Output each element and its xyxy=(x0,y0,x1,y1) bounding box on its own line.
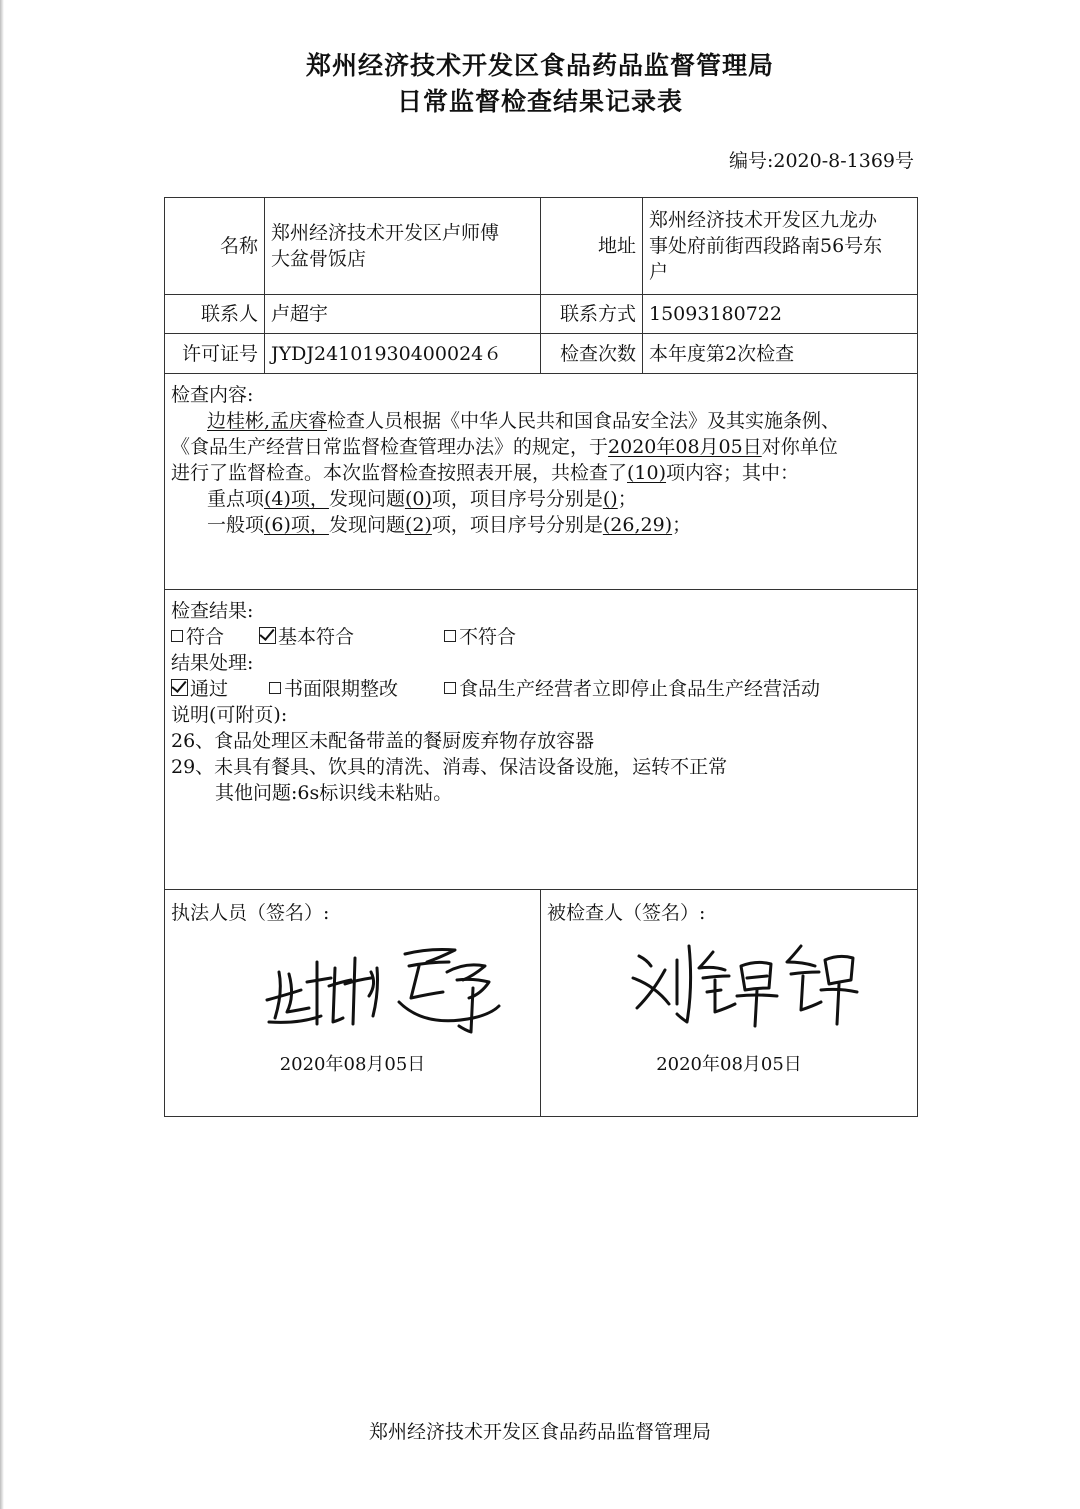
key-items-mid2: 项，项目序号分别是 xyxy=(431,488,603,510)
key-items-line xyxy=(171,486,911,512)
name-value xyxy=(265,198,541,295)
license-label: 许可证号 xyxy=(165,334,265,374)
content-line-2 xyxy=(171,434,911,460)
result-heading: 检查结果: xyxy=(171,600,254,622)
content-line-1-text: 检查人员根据《中华人民共和国食品安全法》及其实施条例、 xyxy=(327,410,841,432)
contact-value: 卢超宇 xyxy=(265,295,541,334)
address-value xyxy=(643,198,918,295)
address-label: 地址 xyxy=(541,198,643,295)
key-items-issues: (0) xyxy=(404,488,432,510)
option-stop-operation-label: 食品生产经营者立即停止食品生产经营活动 xyxy=(459,678,821,700)
row-inspection-content xyxy=(165,374,918,590)
title-line-1: 郑州经济技术开发区食品药品监督管理局 xyxy=(305,51,774,80)
content-line-3-post: 项内容；其中： xyxy=(666,462,800,484)
general-items-mid: 发现问题 xyxy=(328,514,405,536)
option-nonconform[interactable] xyxy=(444,624,516,650)
general-items-prefix: 一般项 xyxy=(207,514,265,536)
phone-value: 15093180722 xyxy=(643,295,918,334)
address-line-1: 郑州经济技术开发区九龙办 xyxy=(649,209,878,231)
key-items-end: ； xyxy=(617,488,637,510)
officer-handwritten-signature xyxy=(259,932,509,1042)
officer-signature-label: 执法人员（签名）: xyxy=(171,902,330,924)
license-value: JYDJ24101930400024６ xyxy=(265,334,541,374)
option-basic-conform[interactable] xyxy=(259,624,444,650)
phone-label: 联系方式 xyxy=(541,295,643,334)
total-items: (10) xyxy=(627,462,667,484)
inspected-signature-area xyxy=(547,926,911,1106)
unchecked-box-icon xyxy=(171,630,183,642)
note-3: 其他问题:6s标识线未粘贴。 xyxy=(215,782,453,804)
inspected-signature-label: 被检查人（签名）: xyxy=(547,902,706,924)
document-number: 编号:2020-8-1369号 xyxy=(728,150,914,172)
inspection-date: 2020年08月05日 xyxy=(608,436,762,458)
key-items-mid: 发现问题 xyxy=(328,488,405,510)
content-line-2-post: 对你单位 xyxy=(761,436,838,458)
title-line-2: 日常监督检查结果记录表 xyxy=(396,87,683,116)
note-1: 26、食品处理区未配备带盖的餐厨废弃物存放容器 xyxy=(171,730,595,752)
unchecked-box-icon xyxy=(444,630,456,642)
general-items-mid2: 项，项目序号分别是 xyxy=(431,514,603,536)
officer-signature-date: 2020年08月05日 xyxy=(279,1054,426,1075)
inspection-record-table xyxy=(164,197,918,1117)
content-line-3 xyxy=(171,460,911,486)
unchecked-box-icon xyxy=(444,682,456,694)
inspected-signature-date: 2020年08月05日 xyxy=(656,1054,802,1075)
address-line-2: 事处府前街西段路南56号东 xyxy=(649,235,883,257)
row-name-address xyxy=(165,198,918,295)
row-license xyxy=(165,334,918,374)
row-inspection-result xyxy=(165,590,918,890)
general-items-list: (26,29) xyxy=(602,514,673,536)
general-items-issues: (2) xyxy=(404,514,432,536)
footer-issuer: 郑州经济技术开发区食品药品监督管理局 xyxy=(368,1421,711,1443)
checked-box-icon xyxy=(171,679,188,696)
option-pass[interactable] xyxy=(171,676,269,702)
document-header xyxy=(0,48,1080,120)
handling-heading: 结果处理: xyxy=(171,652,254,674)
key-items-count: (4)项， xyxy=(264,488,329,510)
inspected-signature-cell xyxy=(541,890,918,1117)
key-items-prefix: 重点项 xyxy=(207,488,265,510)
contact-label: 联系人 xyxy=(165,295,265,334)
row-signatures xyxy=(165,890,918,1117)
handling-options xyxy=(171,676,911,702)
inspection-result-section xyxy=(165,590,918,890)
note-2: 29、未具有餐具、饮具的清洗、消毒、保洁设备设施，运转不正常 xyxy=(171,756,728,778)
inspect-count-label: 检查次数 xyxy=(541,334,643,374)
content-heading: 检查内容: xyxy=(171,384,254,406)
page-edge xyxy=(0,0,4,1509)
content-line-1 xyxy=(171,408,911,434)
inspected-handwritten-signature xyxy=(625,926,865,1036)
unchecked-box-icon xyxy=(269,682,281,694)
officer-signature-area xyxy=(171,926,534,1106)
option-nonconform-label: 不符合 xyxy=(459,626,517,648)
checked-box-icon xyxy=(259,627,276,644)
option-conform[interactable] xyxy=(171,624,259,650)
name-label: 名称 xyxy=(165,198,265,295)
option-written-rectify[interactable] xyxy=(269,676,444,702)
general-items-end: ； xyxy=(672,514,692,536)
option-stop-operation[interactable] xyxy=(444,676,820,702)
row-contact xyxy=(165,295,918,334)
general-items-line xyxy=(171,512,911,538)
content-line-3-pre: 进行了监督检查。本次监督检查按照表开展，共检查了 xyxy=(171,462,628,484)
inspector-names: 边桂彬,孟庆睿 xyxy=(207,410,328,432)
option-written-rectify-label: 书面限期整改 xyxy=(284,678,399,700)
general-items-count: (6)项， xyxy=(264,514,329,536)
inspect-count-value: 本年度第2次检查 xyxy=(643,334,918,374)
option-basic-conform-label: 基本符合 xyxy=(278,626,355,648)
officer-signature-cell xyxy=(165,890,541,1117)
name-value-line-1: 郑州经济技术开发区卢师傅 xyxy=(271,222,500,244)
option-conform-label: 符合 xyxy=(186,626,225,648)
notes-heading: 说明(可附页): xyxy=(171,704,288,726)
content-line-2-pre: 《食品生产经营日常监督检查管理办法》的规定，于 xyxy=(171,436,609,458)
option-pass-label: 通过 xyxy=(190,678,229,700)
key-items-list: () xyxy=(602,488,618,510)
address-line-3: 户 xyxy=(649,261,669,283)
name-value-line-2: 大盆骨饭店 xyxy=(271,248,367,270)
inspection-content-section xyxy=(165,374,918,590)
result-options xyxy=(171,624,911,650)
